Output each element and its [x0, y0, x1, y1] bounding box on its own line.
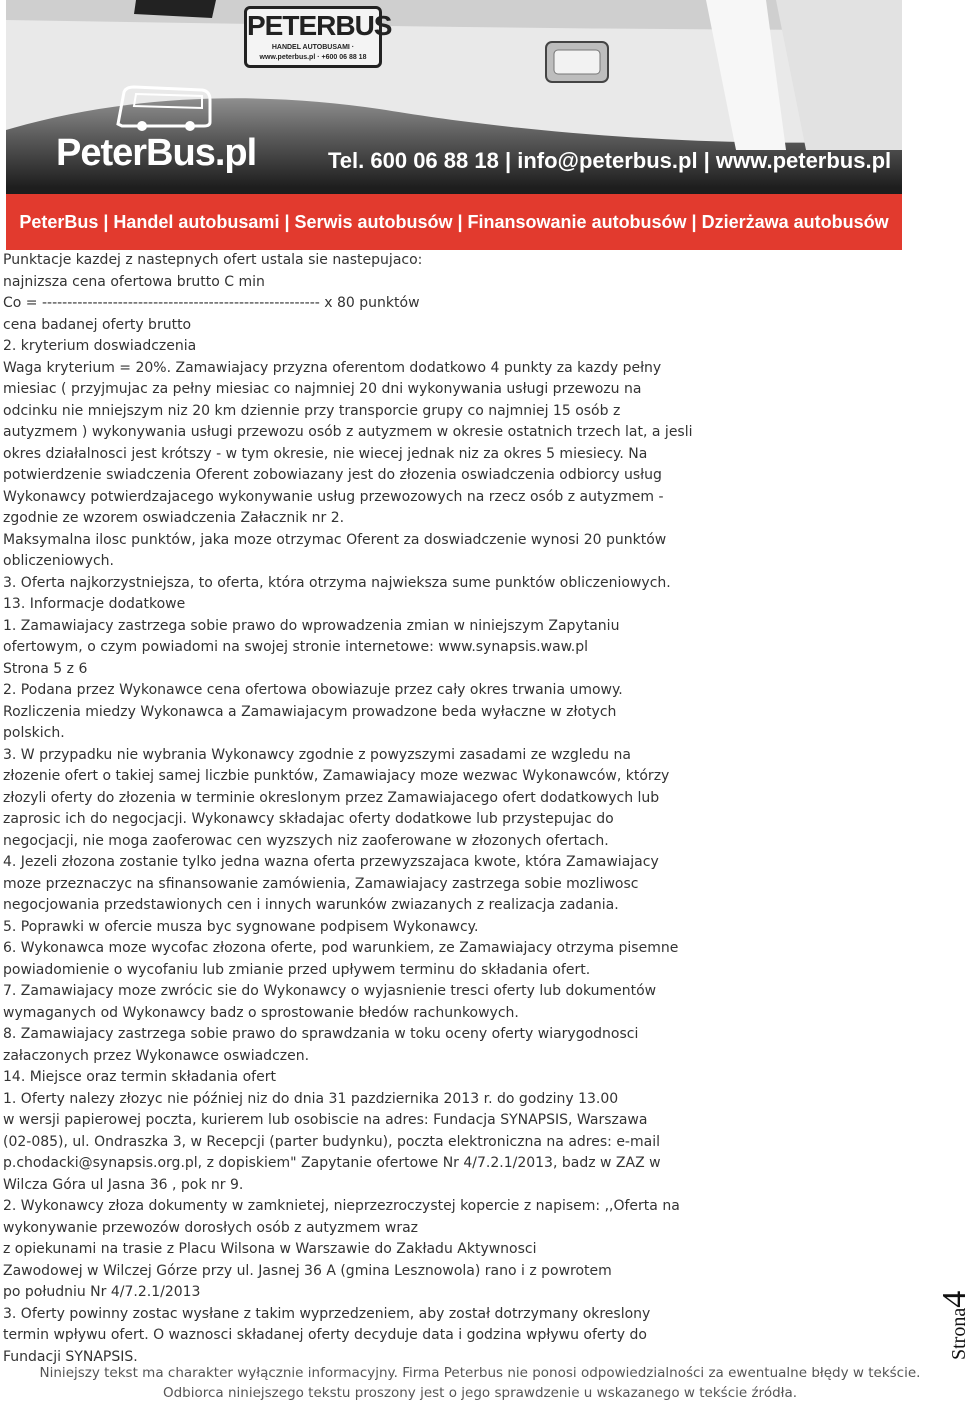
body-text-line: termin wpływu ofert. O waznosci składanej oferty decyduje data i godzina wpływu oferty do — [3, 1327, 647, 1343]
contact-info: Tel. 600 06 88 18 | info@peterbus.pl | www.peterbus.pl — [328, 148, 892, 173]
page-marker-number: 4 — [936, 1290, 973, 1308]
body-text-line: 2. Wykonawcy złoza dokumenty w zamknietej, nieprzezroczystej kopercie z napisem: ,,Oferta na — [3, 1198, 680, 1214]
disclaimer-footer — [0, 1363, 960, 1403]
body-text-line: 5. Poprawki w ofercie musza byc sygnowane podpisem Wykonawcy. — [3, 918, 479, 935]
body-text-line: 3. Oferta najkorzystniejsza, to oferta, która otrzyma najwieksza sume punktów obliczeniowych. — [3, 574, 671, 591]
plate-name: PETERBUS — [247, 10, 392, 41]
body-text-line: 14. Miejsce oraz termin składania ofert — [3, 1069, 276, 1085]
body-text-line: wymaganych od Wykonawcy badz o sprostowanie błedów rachunkowych. — [3, 1004, 519, 1021]
body-text-line: moze przeznaczyc na sfinansowanie zamówienia, Zamawiajacy zastrzega sobie mozliwosc — [3, 875, 639, 892]
body-text-line: wykonywanie przewozów dorosłych osób z autyzmem wraz — [3, 1219, 419, 1236]
body-text-line: złozenie ofert o takiej samej liczbie punktów, Zamawiajacy moze wezwac Wykonawców, którzy — [3, 768, 670, 784]
body-text-line: 1. Zamawiajacy zastrzega sobie prawo do wprowadzenia zmian w niniejszym Zapytaniu — [3, 617, 620, 634]
body-text-line: Rozliczenia miedzy Wykonawca a Zamawiajacym prowadzone beda wyłaczne w złotych — [3, 703, 617, 720]
body-text-line: najnizsza cena ofertowa brutto C min — [3, 273, 265, 290]
body-text-line: 4. Jezeli złozona zostanie tylko jedna wazna oferta przewyzszajaca kwote, która Zamawiajacy — [3, 854, 659, 870]
body-text-line: 2. Podana przez Wykonawce cena ofertowa obowiazuje przez cały okres trwania umowy. — [3, 682, 623, 698]
body-text-line: po południu Nr 4/7.2.1/2013 — [3, 1284, 201, 1300]
body-text-line: Wykonawcy potwierdzajacego wykonywanie usług przewozowych na rzecz osób z autyzmem - — [3, 488, 664, 505]
body-text-line: 3. Oferty powinny zostac wysłane z takim wyprzedzeniem, aby został dotrzymany okreslony — [3, 1305, 651, 1322]
plate-subtext: HANDEL AUTOBUSAMI · www.peterbus.pl · +600 06 88 18 — [259, 44, 367, 61]
body-text-line: Waga kryterium = 20%. Zamawiajacy przyzna oferentom dodatkowo 4 punkty za kazdy pełny — [3, 359, 662, 376]
license-plate — [244, 6, 392, 68]
page-marker-label: Strona — [948, 1307, 970, 1360]
body-text-line: załaczonych przez Wykonawce oswiadczen. — [3, 1047, 310, 1064]
body-text-line: okres działalnosci jest krótszy - w tym okresie, nie wiecej jednak niz za okres 5 miesiecy. Na — [3, 445, 648, 462]
services-text: PeterBus | Handel autobusami | Serwis autobusów | Finansowanie autobusów | Dzierżawa autobusów — [19, 212, 889, 232]
body-text-line: Maksymalna ilosc punktów, jaka moze otrzymac Oferent za doswiadczenie wynosi 20 punktów — [3, 531, 667, 548]
body-text-line: potwierdzenie swiadczenia Oferent zobowiazany jest do złozenia oswiadczenia odbiorcy usług — [3, 467, 662, 483]
body-text-line: z opiekunami na trasie z Placu Wilsona w Warszawie do Zakładu Aktywnosci — [3, 1241, 537, 1257]
brand-logo-text: PeterBus.pl — [56, 132, 257, 174]
body-text-line: obliczeniowych. — [3, 553, 114, 569]
body-text-line: w wersji papierowej poczta, kurierem lub osobiscie na adres: Fundacja SYNAPSIS, Warszawa — [3, 1112, 648, 1128]
body-text-line: 6. Wykonawca moze wycofac złozona oferte, pod warunkiem, ze Zamawiajacy otrzyma pisemne — [3, 940, 679, 956]
disclaimer-line-2: Odbiorca niniejszego tekstu proszony jest o jego sprawdzenie u wskazanego w tekście źródła. — [162, 1385, 798, 1401]
body-text-line: negocjacji, nie moga zaoferowac cen wyzszych niz zaoferowane w złozonych ofertach. — [3, 832, 609, 849]
body-text-line: cena badanej oferty brutto — [3, 316, 192, 333]
body-text-line: miesiac ( przyjmujac za pełny miesiac co najmniej 20 dni wykonywania usługi przewozu na — [3, 381, 642, 397]
body-text-line: Co = ------------------------------------------------------- x 80 punktów — [3, 295, 420, 311]
page-marker — [936, 1291, 974, 1360]
document-body — [3, 250, 693, 1368]
body-text-line: zgodnie ze wzorem oswiadczenia Załacznik nr 2. — [3, 510, 345, 526]
body-text-line: 7. Zamawiajacy moze zwrócic sie do Wykonawcy o wyjasnienie tresci oferty lub dokumentów — [3, 983, 657, 999]
body-text-line: polskich. — [3, 725, 65, 741]
services-bar — [6, 194, 902, 250]
body-text-line: 1. Oferty nalezy złozyc nie później niz do dnia 31 pazdziernika 2013 r. do godziny 13.00 — [3, 1090, 619, 1107]
body-text-line: złozyli oferty do złozenia w terminie okreslonym przez Zamawiajacego ofert dodatkowych lub — [3, 789, 660, 806]
body-text-line: Strona 5 z 6 — [3, 660, 88, 677]
body-text-line: Fundacji SYNAPSIS. — [3, 1348, 138, 1365]
body-text-line: p.chodacki@synapsis.org.pl, z dopiskiem" Zapytanie ofertowe Nr 4/7.2.1/2013, badz w ZAZ w — [3, 1155, 661, 1171]
body-text-line: Zawodowej w Wilczej Górze przy ul. Jasnej 36 A (gmina Lesznowola) rano i z powrotem — [3, 1262, 612, 1279]
body-text-line: (02-085), ul. Ondraszka 3, w Recepcji (parter budynku), poczta elektroniczna na adres: e-mail — [3, 1133, 660, 1150]
body-text-line: 8. Zamawiajacy zastrzega sobie prawo do sprawdzania w toku oceny oferty wiarygodnosci — [3, 1026, 639, 1042]
body-text-line: 3. W przypadku nie wybrania Wykonawcy zgodnie z powyzszymi zasadami ze wzgledu na — [3, 746, 631, 763]
disclaimer-line-1: Niniejszy tekst ma charakter wyłącznie informacyjny. Firma Peterbus nie ponosi odpowiedzialności za ewentualne błędy w tekście. — [39, 1365, 921, 1381]
body-text-line: powiadomienie o wycofaniu lub zmianie przed upływem terminu do składania ofert. — [3, 961, 591, 978]
body-text-line: odcinku nie mniejszym niz 20 km dziennie przy transporcie grupy co najmniej 15 osób z — [3, 402, 621, 419]
body-text-line: Punktacje kazdej z nastepnych ofert ustala sie nastepujaco: — [3, 252, 423, 268]
body-text-line: 2. kryterium doswiadczenia — [3, 338, 197, 354]
header-banner — [6, 0, 902, 250]
body-text-line: 13. Informacje dodatkowe — [3, 596, 186, 612]
bus-logo-icon — [114, 84, 214, 132]
body-text-line: Wilcza Góra ul Jasna 36 , pok nr 9. — [3, 1176, 244, 1193]
body-text-line: ofertowym, o czym powiadomi na swojej stronie internetowe: www.synapsis.waw.pl — [3, 639, 589, 655]
body-text-line: zaprosic ich do negocjacji. Wykonawcy składajac oferty dodatkowe lub przystepujac do — [3, 811, 614, 827]
body-text-line: autyzmem ) wykonywania usługi przewozu osób z autyzmem w okresie ostatnich trzech lat, a jesli — [3, 424, 693, 440]
body-text-line: negocjowania przedstawionych cen i innych warunków zwiazanych z realizacja zadania. — [3, 897, 619, 913]
